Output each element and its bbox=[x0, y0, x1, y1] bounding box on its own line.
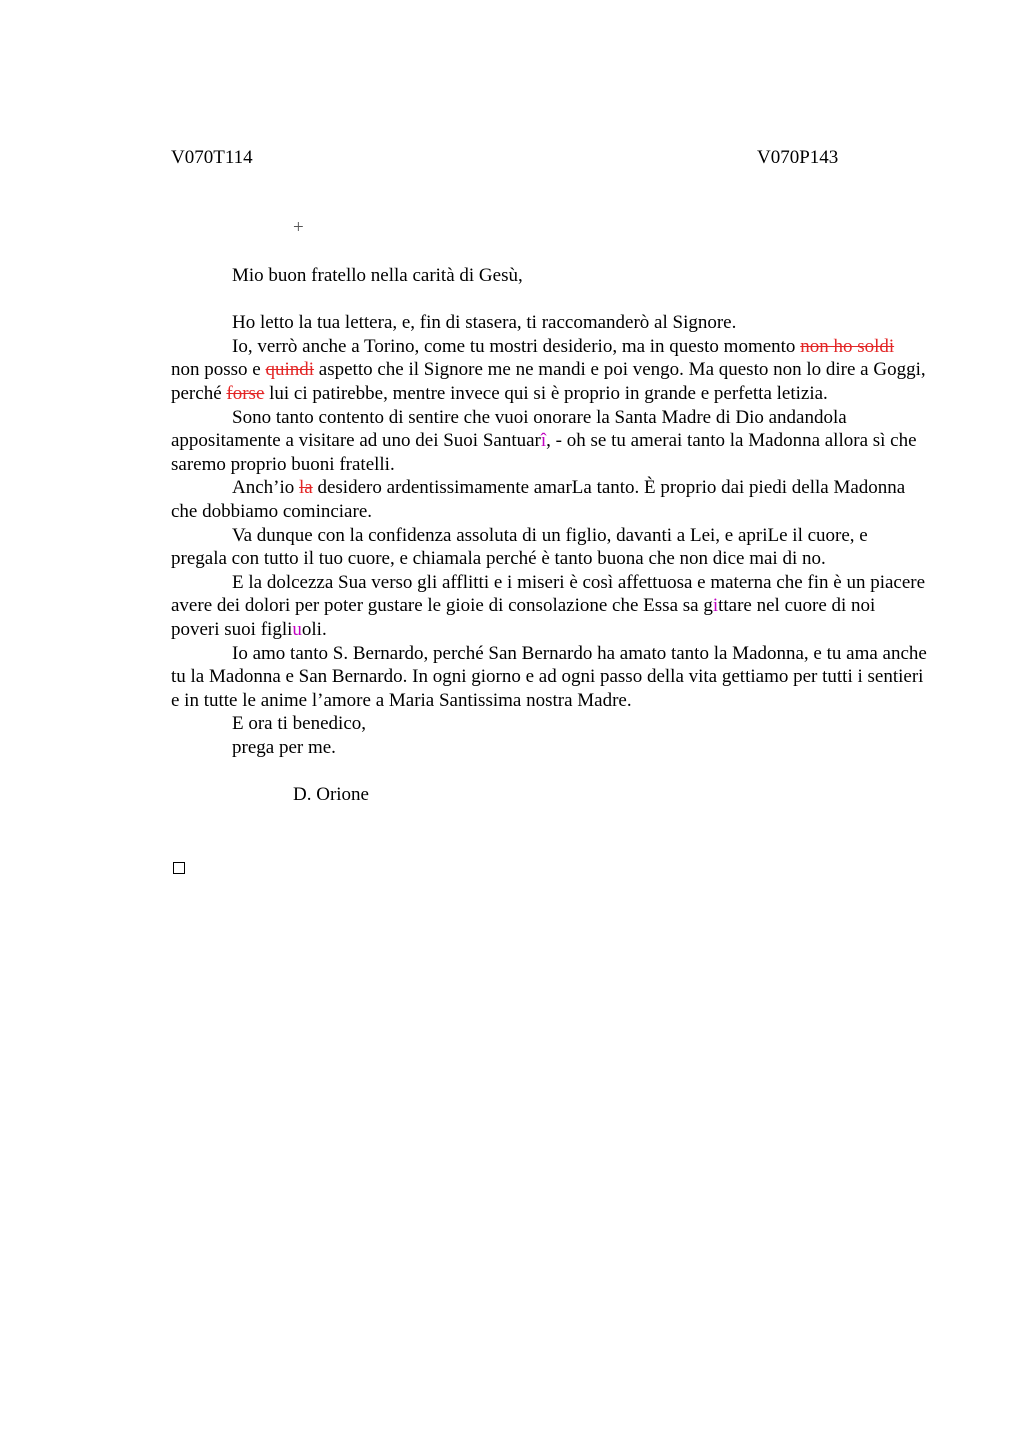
paragraph-8: E ora ti benedico, bbox=[232, 713, 367, 735]
paragraph-7: Io amo tanto S. Bernardo, perché San Bernardo ha amato tanto la Madonna, e tu ama anche tu la Madonna e San Bernardo. In ogni giorno e ad ogni passo della vita gettiamo per tutti i sentieri e in tutte le anime l’amore a Maria Santissima nostra Madre. bbox=[171, 642, 927, 711]
signature: D. Orione bbox=[293, 784, 369, 806]
blank-line bbox=[171, 288, 927, 312]
paragraph-6 bbox=[171, 571, 927, 642]
paragraph-9: prega per me. bbox=[232, 736, 336, 758]
paragraph-1: Ho letto la tua lettera, e, fin di stasera, ti raccomanderò al Signore. bbox=[232, 312, 737, 334]
inserted-text: î bbox=[540, 430, 547, 452]
paragraph-text: ttare nel cuore di noi poveri suoi figli bbox=[171, 595, 876, 640]
paragraph-text: Sono tanto contento di sentire che vuoi onorare la Santa Madre di Dio andandola appositamente a visitare ad uno dei Suoi Santuar bbox=[171, 406, 847, 452]
document-code-right: V070P143 bbox=[757, 147, 839, 168]
paragraph-text: non posso e bbox=[171, 359, 266, 381]
cross-symbol: + bbox=[293, 217, 304, 238]
paragraph-text: E la dolcezza Sua verso gli afflitti e i miseri è così affettuosa e materna che fin è un piacere avere dei dolori per poter gustare le gioie di consolazione che Essa sa g bbox=[171, 571, 926, 617]
letter-body bbox=[171, 264, 927, 807]
deleted-text: non ho soldi bbox=[800, 335, 895, 357]
paragraph-text: desidero ardentissimamente amarLa tanto. È proprio dai piedi della Madonna che dobbiamo cominciare. bbox=[171, 477, 906, 522]
deleted-text: quindi bbox=[265, 359, 315, 381]
inserted-text: i bbox=[712, 595, 719, 617]
paragraph-text: lui ci patirebbe, mentre invece qui si è proprio in grande e perfetta letizia. bbox=[264, 382, 828, 404]
paragraph-text: Anch’io bbox=[232, 477, 300, 499]
paragraph-3 bbox=[171, 406, 927, 477]
paragraph-4 bbox=[171, 476, 927, 523]
salutation: Mio buon fratello nella carità di Gesù, bbox=[232, 265, 523, 286]
paragraph-text: Io, verrò anche a Torino, come tu mostri desiderio, ma in questo momento bbox=[232, 335, 801, 357]
paragraph-5: Va dunque con la confidenza assoluta di un figlio, davanti a Lei, e apriLe il cuore, e pregala con tutto il tuo cuore, e chiamala perché è tanto buona che non dice mai di no. bbox=[171, 524, 868, 570]
paragraph-2 bbox=[171, 335, 927, 406]
paragraph-text: oli. bbox=[301, 618, 327, 640]
deleted-text: la bbox=[299, 477, 313, 499]
end-box-icon bbox=[173, 862, 185, 874]
document-code-left: V070T114 bbox=[171, 147, 253, 168]
paragraph-text: , - oh se tu amerai tanto la Madonna allora sì che saremo proprio buoni fratelli. bbox=[171, 430, 917, 475]
blank-line bbox=[171, 759, 927, 783]
inserted-text: u bbox=[292, 618, 302, 640]
paragraph-text: aspetto che il Signore me ne mandi e poi vengo. Ma questo non lo dire a Goggi, perché bbox=[171, 359, 926, 404]
deleted-text: forse bbox=[226, 382, 265, 404]
